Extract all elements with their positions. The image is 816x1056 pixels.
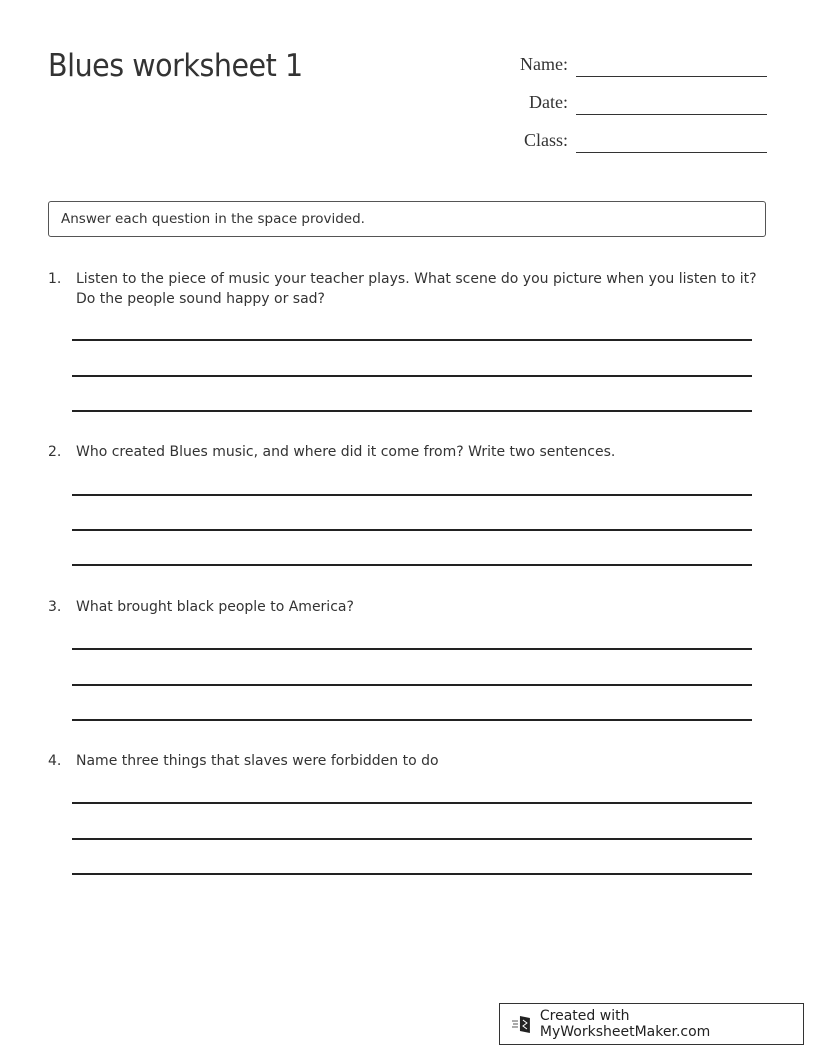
question-number: 1. <box>48 271 62 287</box>
question-2 <box>48 442 778 462</box>
question-number: 3. <box>48 599 62 615</box>
question-text: Name three things that slaves were forbidden to do <box>76 753 439 769</box>
date-label: Date: <box>529 92 568 112</box>
answer-line[interactable] <box>72 410 752 412</box>
answer-line[interactable] <box>72 838 752 840</box>
name-label: Name: <box>520 54 568 74</box>
answer-line[interactable] <box>72 564 752 566</box>
answer-line[interactable] <box>72 494 752 496</box>
answer-line[interactable] <box>72 684 752 686</box>
instructions-box: Answer each question in the space provided. <box>48 201 766 237</box>
class-field <box>508 130 767 151</box>
name-line[interactable] <box>576 75 767 77</box>
worksheet-logo-icon <box>512 1014 534 1034</box>
answer-line[interactable] <box>72 802 752 804</box>
answer-line[interactable] <box>72 339 752 341</box>
answer-line[interactable] <box>72 648 752 650</box>
date-field <box>508 92 767 113</box>
answer-line[interactable] <box>72 719 752 721</box>
date-line[interactable] <box>576 113 767 115</box>
question-3 <box>48 597 778 617</box>
footer-text: Created with MyWorksheetMaker.com <box>539 1008 711 1040</box>
question-text: What brought black people to America? <box>76 599 354 615</box>
question-number: 2. <box>48 444 62 460</box>
question-number: 4. <box>48 753 62 769</box>
class-line[interactable] <box>576 151 767 153</box>
question-text: Listen to the piece of music your teacher plays. What scene do you picture when you listen to it? Do the people sound happy or sad? <box>76 271 757 307</box>
answer-line[interactable] <box>72 873 752 875</box>
question-text: Who created Blues music, and where did it come from? Write two sentences. <box>76 444 616 460</box>
answer-line[interactable] <box>72 375 752 377</box>
answer-line[interactable] <box>72 529 752 531</box>
name-field <box>508 54 767 75</box>
class-label: Class: <box>523 130 568 150</box>
question-4 <box>48 751 778 771</box>
footer-badge[interactable] <box>499 1003 804 1045</box>
question-1 <box>48 269 778 309</box>
page-title: Blues worksheet 1 <box>48 48 303 84</box>
